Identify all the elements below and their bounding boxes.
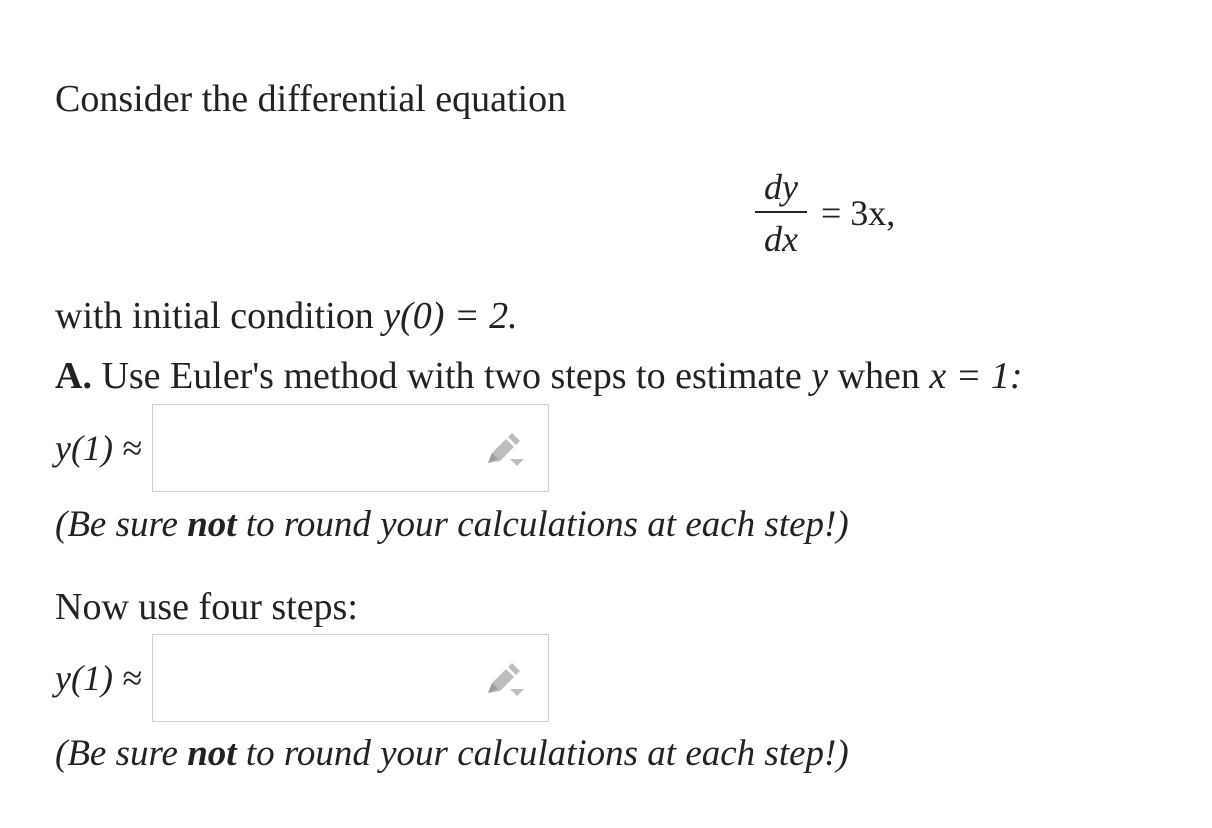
part-a-var-y: y <box>811 355 829 397</box>
initial-condition <box>55 297 518 335</box>
pencil-icon[interactable] <box>484 433 526 469</box>
part-a-text: Use Euler's method with two steps to estimate <box>91 355 812 397</box>
equation-rhs: = 3x, <box>821 193 896 233</box>
intro-text: Consider the differential equation <box>55 78 567 120</box>
note-part1: (Be sure <box>55 733 188 774</box>
answer-input-four-steps[interactable] <box>165 647 479 709</box>
derivative-fraction <box>755 169 807 257</box>
part-a-mid: when <box>828 355 930 397</box>
part-a-prompt <box>55 357 1023 395</box>
note-emphasis: not <box>187 504 237 545</box>
differential-equation <box>755 168 895 258</box>
answer-row-four-steps <box>55 634 549 722</box>
fraction-numerator: dy <box>764 167 798 207</box>
fraction-denominator: dx <box>764 219 798 259</box>
note-part2: to round your calculations at each step!) <box>236 504 849 545</box>
part-a-label: A. <box>55 355 92 397</box>
answer-box-four-steps[interactable] <box>152 634 549 722</box>
answer-box-two-steps[interactable] <box>152 404 549 492</box>
part-a-expr: x = 1: <box>929 355 1023 397</box>
condition-prefix: with initial condition <box>55 295 384 337</box>
answer-label: y(1) ≈ <box>55 658 142 698</box>
note-emphasis: not <box>187 733 237 774</box>
condition-value: y(0) = 2. <box>383 295 518 337</box>
rounding-note-2 <box>55 735 849 772</box>
note-part1: (Be sure <box>55 504 188 545</box>
note-part2: to round your calculations at each step!) <box>236 733 849 774</box>
answer-label: y(1) ≈ <box>55 428 142 468</box>
pencil-icon[interactable] <box>484 663 526 699</box>
four-steps-prompt: Now use four steps: <box>55 586 358 628</box>
answer-row-two-steps <box>55 404 549 492</box>
answer-input-two-steps[interactable] <box>165 417 479 479</box>
rounding-note-1 <box>55 506 849 543</box>
